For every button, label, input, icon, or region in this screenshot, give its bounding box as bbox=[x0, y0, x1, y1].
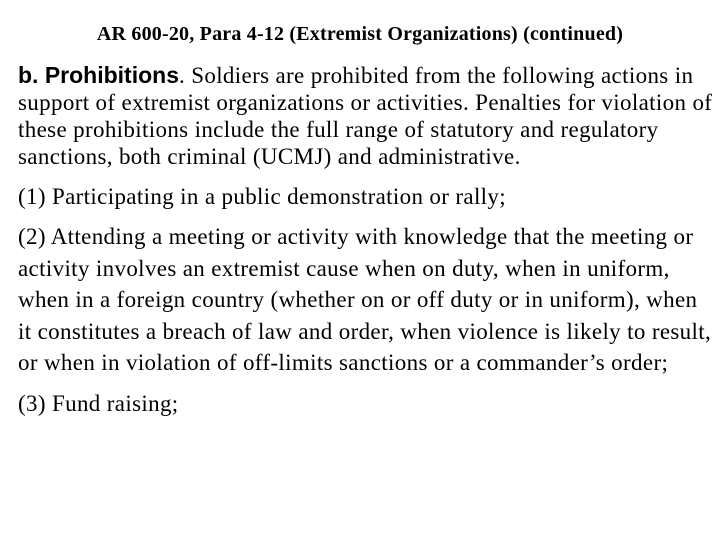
prohibition-item-1: (1) Participating in a public demonstration or rally; bbox=[18, 184, 507, 209]
prohibition-item-2: (2) Attending a meeting or activity with knowledge that the meeting or activity involves an extremist cause when on duty, when in uniform, when in a foreign country (whether on or off duty or in uniform), when it constitutes a breach of law and order, when violence is likely to result, or when in violation of off-limits sanctions or a commander’s order; bbox=[18, 224, 712, 375]
prohibitions-paragraph bbox=[18, 62, 714, 170]
slide-title: AR 600-20, Para 4-12 (Extremist Organizations) (continued) bbox=[96, 23, 624, 45]
prohibitions-heading: b. Prohibitions bbox=[18, 62, 179, 88]
slide-body bbox=[18, 62, 714, 428]
prohibitions-text: . Soldiers are prohibited from the following actions in support of extremist organizations or activities. Penalties for violation of these prohibitions include the full range of statutory and regulatory sanctions, both criminal (UCMJ) and administrative. bbox=[18, 63, 713, 169]
prohibition-item-3: (3) Fund raising; bbox=[18, 390, 179, 416]
